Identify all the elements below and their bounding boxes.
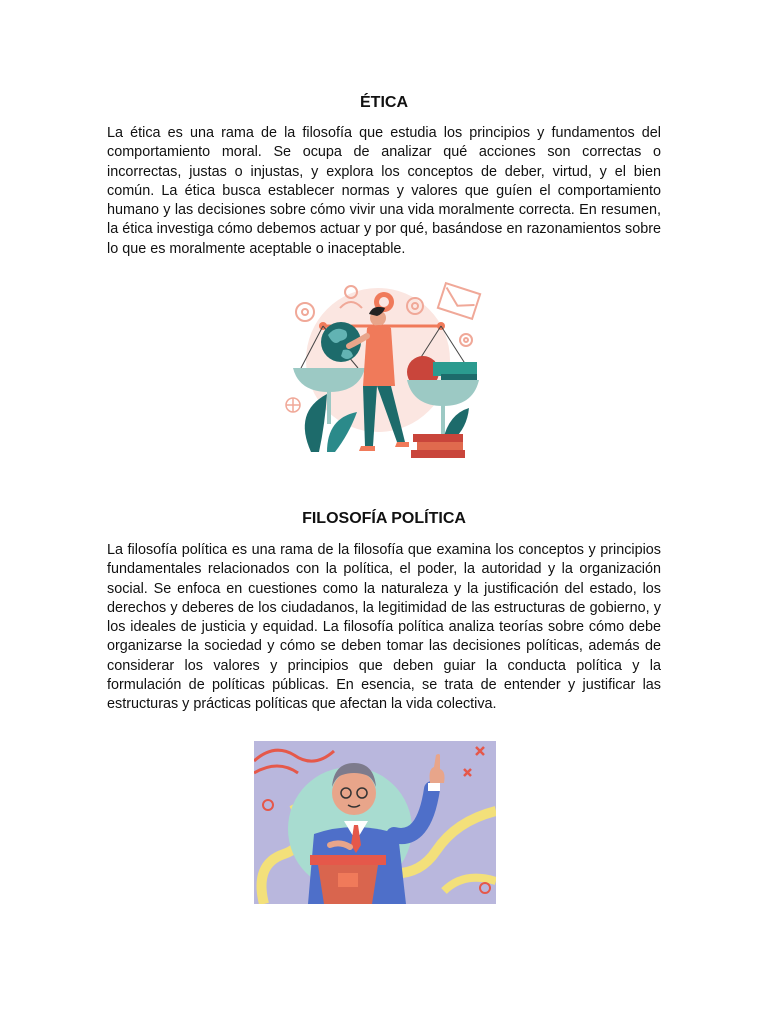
section-title-filosofia-politica: FILOSOFÍA POLÍTICA — [302, 510, 466, 527]
politician-speech-illustration — [254, 741, 496, 904]
globe-small-icon — [286, 398, 300, 412]
section-body-etica: La ética es una rama de la filosofía que estudia los principios y fundamentos del comportamiento moral. Se ocupa de analizar qué acciones son correctas o incorrectas, justas o injustas, y explora los conceptos de deber, virtud, y el bien común. La ética busca establecer normas y valores que guíen el comportamiento humano y las decisiones sobre cómo vivir una vida moralmente correcta. En resumen, la ética investiga cómo debemos actuar y por qué, basándose en razonamientos sobre lo que es moralmente aceptable o inaceptable. — [107, 125, 661, 257]
location-pin-icon — [296, 303, 314, 321]
ethics-balance-illustration — [283, 280, 483, 458]
section-body-filosofia-politica: La filosofía política es una rama de la filosofía que examina los conceptos y principios fundamentales relacionados con la política, el poder, la autoridad y la organización social. Se enfoca en cuestiones como la naturaleza y la justificación del estado, los derechos y deberes de los ciudadanos, la legitimidad de las estructuras de gobierno, y los ideales de justicia y equidad. La filosofía política analiza teorías sobre cómo debe organizarse la sociedad y cómo se deben tomar las decisiones políticas, además de considerar los valores y principios que deben guiar la conducta política y la formulación de políticas públicas. En esencia, se trata de entender y justificar las estructuras y prácticas políticas que afectan la vida colectiva. — [107, 542, 661, 713]
target-icon — [460, 334, 472, 346]
section-title-etica: ÉTICA — [360, 94, 408, 111]
mail-icon — [438, 283, 480, 319]
